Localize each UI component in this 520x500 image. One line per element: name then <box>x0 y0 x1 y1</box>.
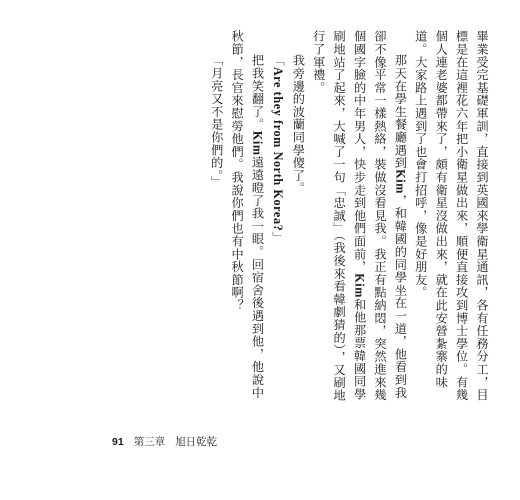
latin-text: Kim <box>352 273 367 299</box>
chapter-label: 第三章 <box>133 436 166 448</box>
paragraph-6: 「月亮又不是你們的。」 <box>209 54 224 190</box>
page-footer <box>112 434 217 449</box>
page-number: 91 <box>112 435 124 448</box>
paragraph-2: 那天在學生餐廳遇到Kim，和韓國的同學坐在一道，他看到我卻不像平常一樣熱絡，裝做沒看見我。我正有點納悶，突然進來幾個國字臉的中年男人，快步走到他們面前，Kim和他那票韓國同學刷地站了起來，大喊了一句「忠誠」（我後來看韓劇猜的），又刷地行了軍禮。 <box>311 30 408 402</box>
body-text <box>22 30 492 410</box>
latin-text: Kim <box>393 169 408 195</box>
paragraph-3: 我旁邊的波蘭同學傻了。 <box>291 54 306 196</box>
section-title: 旭日乾乾 <box>175 436 218 448</box>
paragraph-1: 畢業受完基礎軍訓，直接到英國來學衛星通訊，各有任務分工，目標是在這裡花六年把小衛星做出來，順便直接攻到博士學位。有幾個人連老婆都帶來了，頗有衛星沒做出來，就在此安營紮寨的味道。大家路上遇到了也會打招呼，像是好朋友。 <box>413 30 489 402</box>
paragraph-4: 「Are they from North Korea?」 <box>270 54 285 245</box>
paragraph-5: 把我笑翻了。Kim遠遠瞪了我一眼。回宿舍後遇到他，他說中秋節，長官來慰勞他們。我說你們也有中秋節啊？ <box>230 30 265 400</box>
latin-text: Kim <box>250 131 265 157</box>
latin-text: Are they from North Korea? <box>270 67 285 232</box>
